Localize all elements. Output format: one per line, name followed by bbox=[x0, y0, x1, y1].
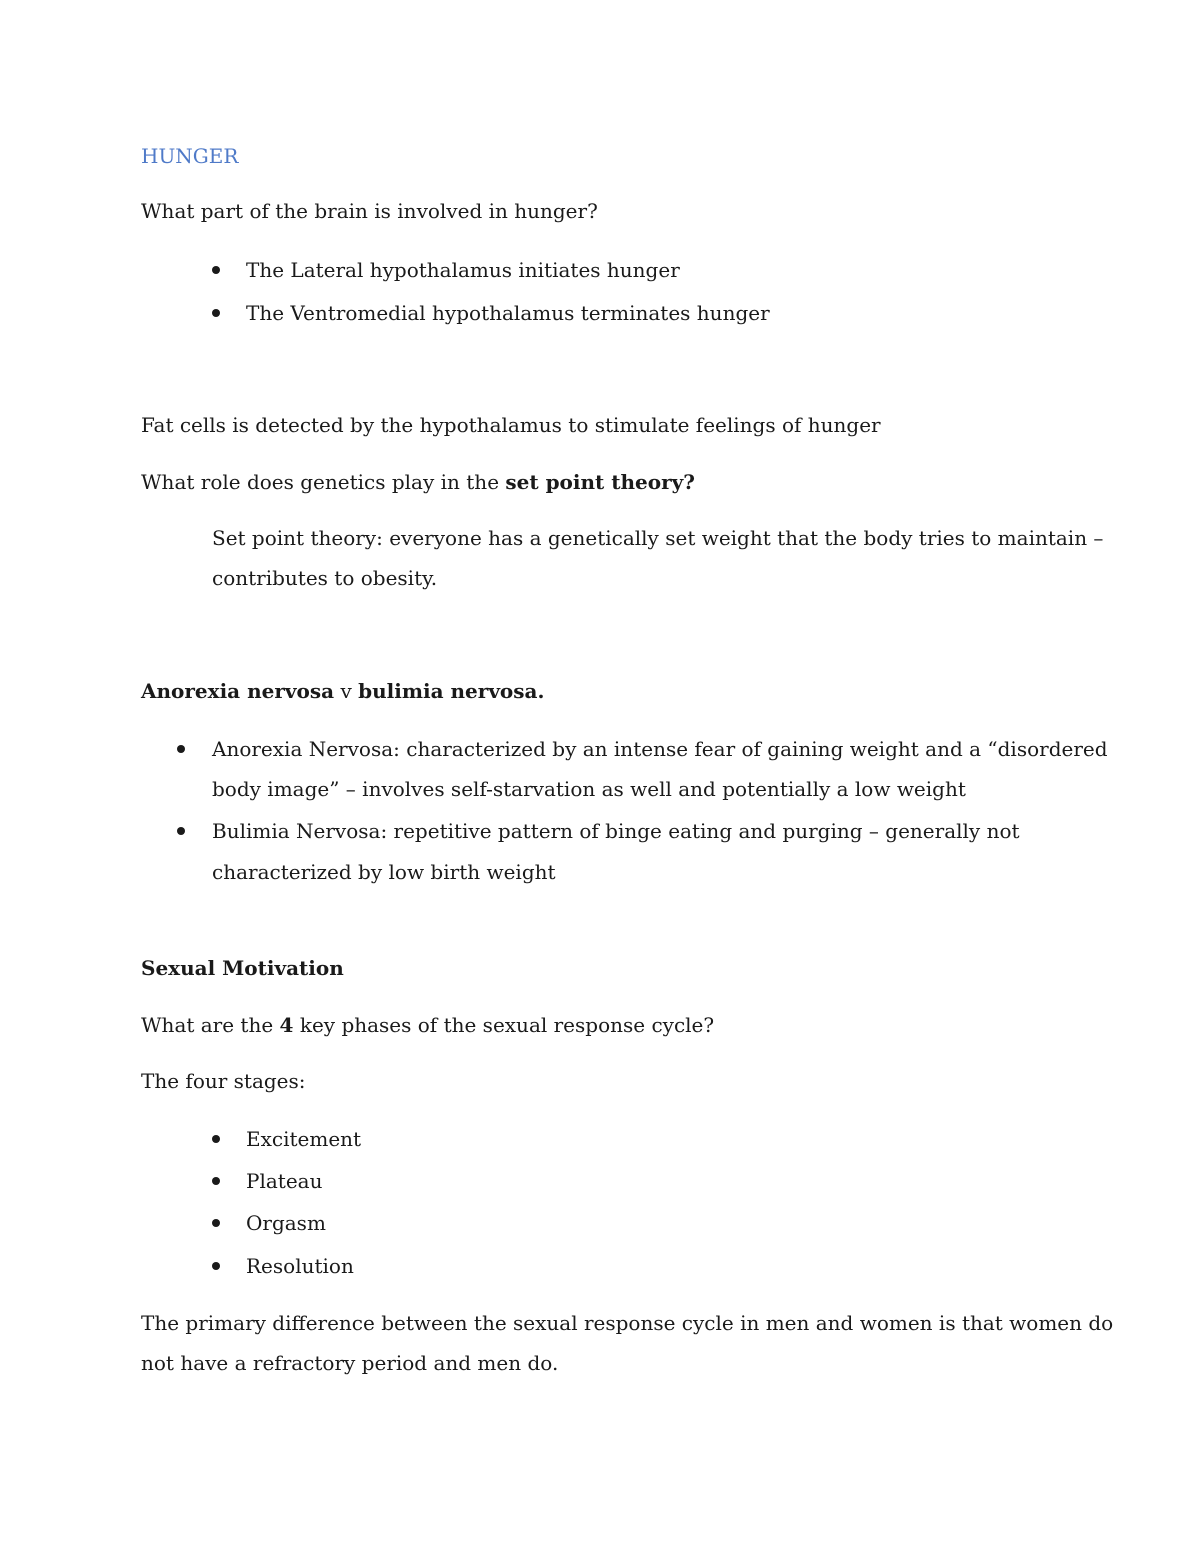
stage-plateau: Plateau bbox=[246, 1169, 323, 1193]
bulimia-text-line1: Bulimia Nervosa: repetitive pattern of binge eating and purging – generally not bbox=[212, 819, 1020, 843]
anorexia-heading-term: Anorexia nervosa bbox=[141, 679, 335, 703]
hunger-bullet-lateral: The Lateral hypothalamus initiates hunger bbox=[246, 258, 680, 282]
hunger-question: What part of the brain is involved in hunger? bbox=[141, 199, 598, 223]
sexual-question-suffix: key phases of the sexual response cycle? bbox=[293, 1013, 715, 1037]
bullet-icon bbox=[212, 1262, 220, 1270]
genetics-question bbox=[141, 470, 695, 494]
bullet-icon bbox=[212, 309, 220, 317]
hunger-heading: HUNGER bbox=[141, 144, 239, 168]
bullet-icon bbox=[212, 1219, 220, 1227]
set-point-definition-line1: Set point theory: everyone has a genetically set weight that the body tries to maintain – bbox=[212, 526, 1104, 550]
bulimia-heading-term: bulimia nervosa. bbox=[358, 679, 545, 703]
anorexia-text-line1: Anorexia Nervosa: characterized by an intense fear of gaining weight and a “disordered bbox=[212, 737, 1108, 761]
fat-cells-text: Fat cells is detected by the hypothalamus to stimulate feelings of hunger bbox=[141, 413, 881, 437]
stage-excitement: Excitement bbox=[246, 1127, 362, 1151]
sexual-question-prefix: What are the bbox=[141, 1013, 280, 1037]
set-point-definition-line2: contributes to obesity. bbox=[212, 566, 438, 590]
sexual-question-number: 4 bbox=[279, 1013, 294, 1037]
hunger-bullet-ventromedial: The Ventromedial hypothalamus terminates hunger bbox=[246, 301, 770, 325]
genetics-question-prefix: What role does genetics play in the bbox=[141, 470, 506, 494]
bulimia-text-line2: characterized by low birth weight bbox=[212, 860, 556, 884]
difference-text-line2: not have a refractory period and men do. bbox=[141, 1351, 559, 1375]
bullet-icon bbox=[212, 1135, 220, 1143]
stage-resolution: Resolution bbox=[246, 1254, 354, 1278]
versus-text: v bbox=[334, 679, 359, 703]
difference-text-line1: The primary difference between the sexual response cycle in men and women is that women do bbox=[141, 1311, 1114, 1335]
eating-disorders-heading bbox=[141, 679, 544, 703]
stage-orgasm: Orgasm bbox=[246, 1211, 326, 1235]
sexual-question bbox=[141, 1013, 714, 1037]
sexual-motivation-heading: Sexual Motivation bbox=[141, 956, 344, 980]
bullet-icon bbox=[212, 1177, 220, 1185]
bullet-icon bbox=[177, 827, 185, 835]
set-point-theory-term: set point theory? bbox=[505, 470, 695, 494]
bullet-icon bbox=[212, 266, 220, 274]
anorexia-text-line2: body image” – involves self-starvation as well and potentially a low weight bbox=[212, 777, 966, 801]
four-stages-label: The four stages: bbox=[141, 1069, 306, 1093]
bullet-icon bbox=[177, 745, 185, 753]
